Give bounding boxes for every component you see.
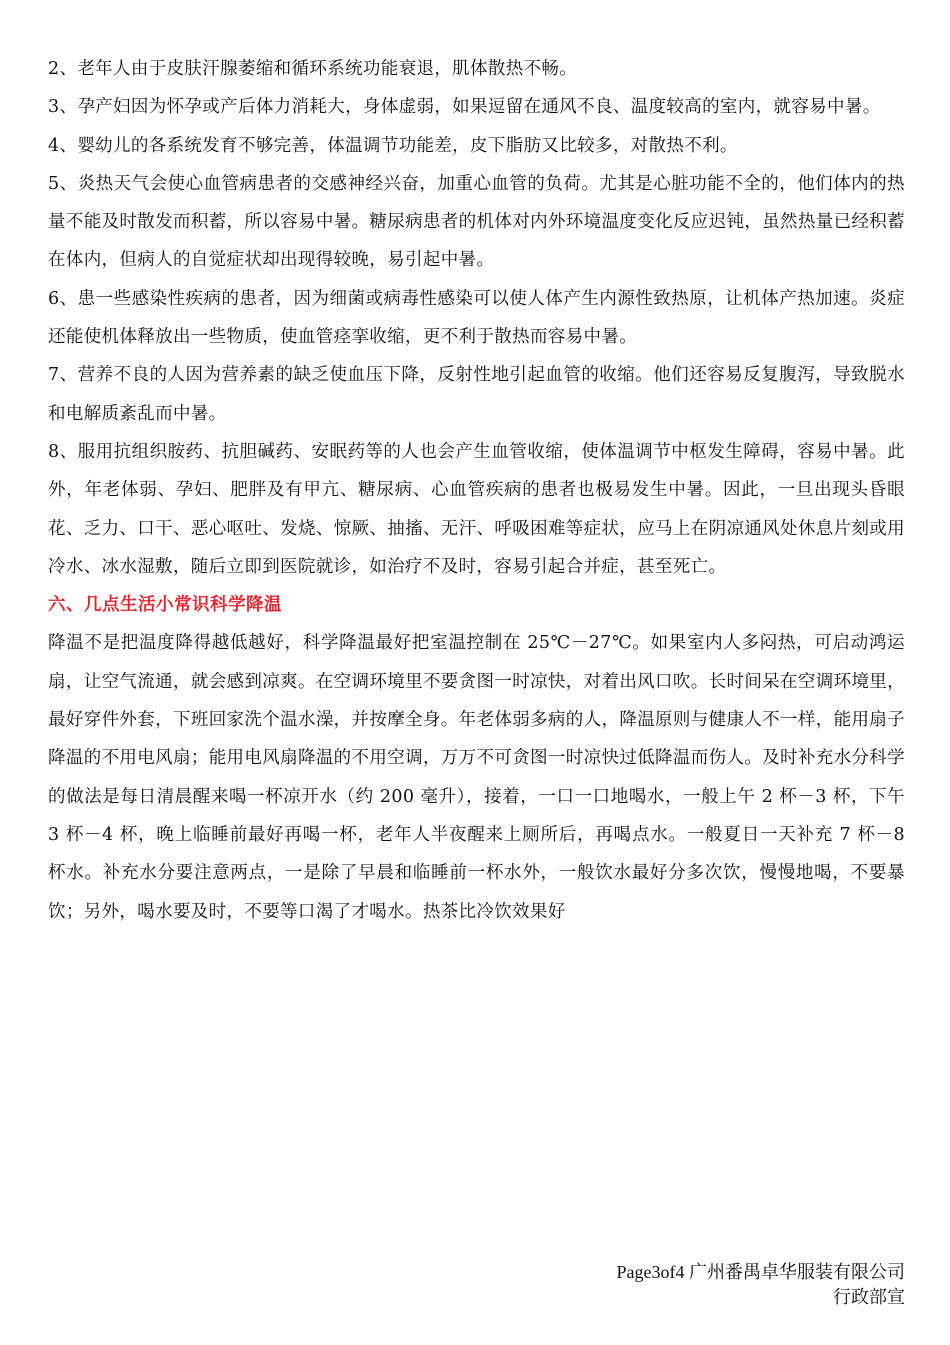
list-item-7: 7、营养不良的人因为营养素的缺乏使血压下降，反射性地引起血管的收缩。他们还容易反复腹泻，导致脱水和电解质紊乱而中暑。 bbox=[48, 365, 905, 424]
list-item-5: 5、炎热天气会使心血管病患者的交感神经兴奋，加重心血管的负荷。尤其是心脏功能不全的，他们体内的热量不能及时散发而积蓄，所以容易中暑。糖尿病患者的机体对内外环境温度变化反应迟钝，虽然热量已经积蓄在体内，但病人的自觉症状却出现得较晚，易引起中暑。 bbox=[48, 173, 905, 271]
document-page bbox=[48, 50, 905, 931]
section-heading: 六、几点生活小常识科学降温 bbox=[48, 595, 282, 616]
list-item-3: 3、孕产妇因为怀孕或产后体力消耗大，身体虚弱，如果逗留在通风不良、温度较高的室内，就容易中暑。 bbox=[48, 97, 881, 118]
page-footer bbox=[617, 1260, 905, 1310]
list-item-8: 8、服用抗组织胺药、抗胆碱药、安眠药等的人也会产生血管收缩，使体温调节中枢发生障碍，容易中暑。此外，年老体弱、孕妇、肥胖及有甲亢、糖尿病、心血管疾病的患者也极易发生中暑。因此，一旦出现头昏眼花、乏力、口干、恶心呕吐、发烧、惊厥、抽搐、无汗、呼吸困难等症状，应马上在阴凉通风处休息片刻或用冷水、冰水湿敷，随后立即到医院就诊，如治疗不及时，容易引起合并症，甚至死亡。 bbox=[48, 441, 905, 577]
footer-page-company: Page3of4 广州番禺卓华服装有限公司 bbox=[616, 1262, 905, 1282]
body-paragraph: 降温不是把温度降得越低越好，科学降温最好把室温控制在 25℃－27℃。如果室内人多闷热，可启动鸿运扇，让空气流通，就会感到凉爽。在空调环境里不要贪图一时凉快，对着出风口吹。长时间呆在空调环境里，最好穿件外套，下班回家洗个温水澡，并按摩全身。年老体弱多病的人，降温原则与健康人不一样，能用扇子降温的不用电风扇；能用电风扇降温的不用空调，万万不可贪图一时凉快过低降温而伤人。及时补充水分科学的做法是每日清晨醒来喝一杯凉开水（约 200 毫升），接着，一口一口地喝水，一般上午 2 杯－3 杯，下午 3 杯－4 杯，晚上临睡前最好再喝一杯，老年人半夜醒来上厕所后，再喝点水。一般夏日一天补充 7 杯－8 杯水。补充水分要注意两点，一是除了早晨和临睡前一杯水外，一般饮水最好分多次饮，慢慢地喝，不要暴饮；另外，喝水要及时，不要等口渴了才喝水。热茶比冷饮效果好 bbox=[48, 633, 905, 922]
footer-department: 行政部宣 bbox=[833, 1287, 905, 1307]
list-item-2: 2、老年人由于皮肤汗腺萎缩和循环系统功能衰退，肌体散热不畅。 bbox=[48, 59, 578, 79]
list-item-6: 6、患一些感染性疾病的患者，因为细菌或病毒性感染可以使人体产生内源性致热原，让机体产热加速。炎症还能使机体释放出一些物质，使血管痉挛收缩，更不利于散热而容易中暑。 bbox=[48, 288, 905, 348]
list-item-4: 4、婴幼儿的各系统发育不够完善，体温调节功能差，皮下脂肪又比较多，对散热不利。 bbox=[48, 135, 738, 156]
